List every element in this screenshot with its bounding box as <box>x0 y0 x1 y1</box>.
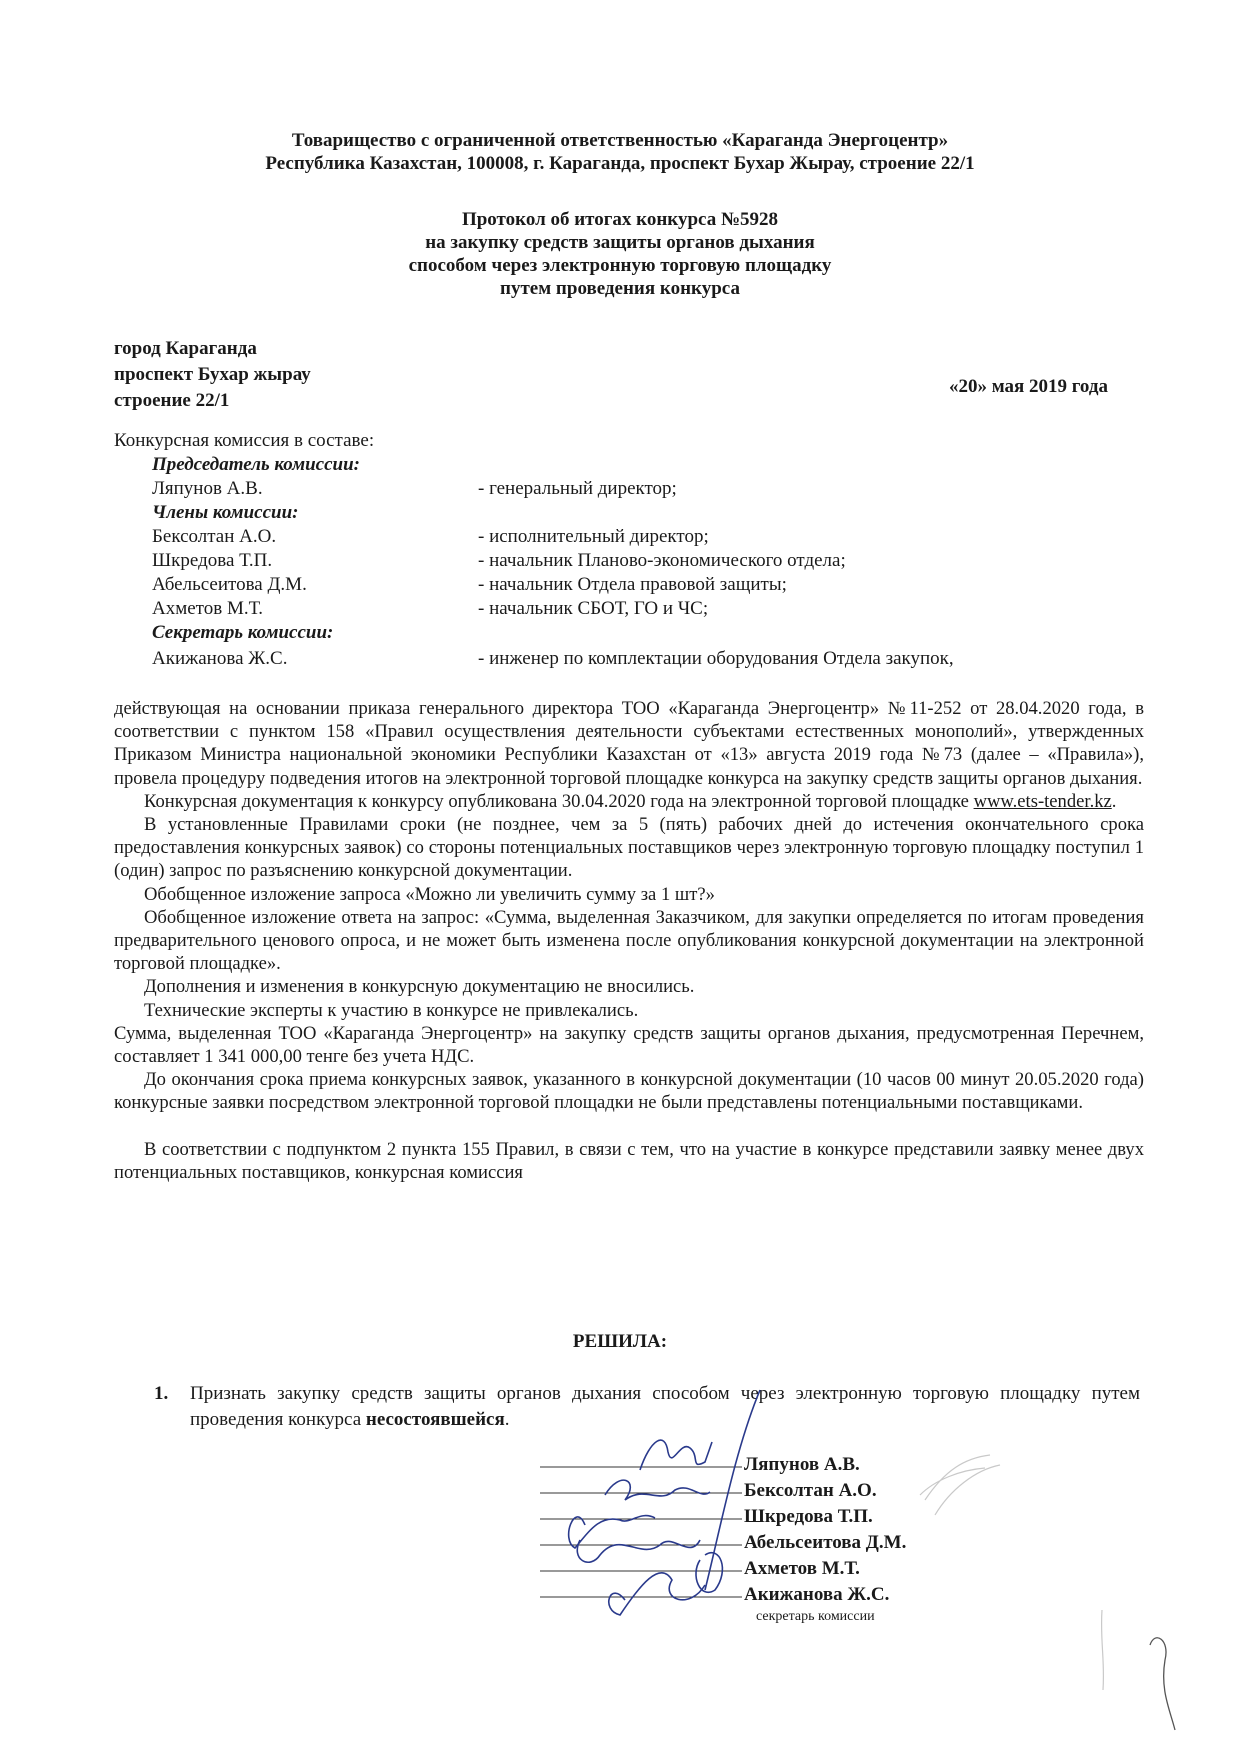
title-line: способом через электронную торговую площадку <box>408 255 832 276</box>
paragraph-end: . <box>1111 790 1117 812</box>
signer-name: Ляпунов А.В. <box>744 1454 860 1475</box>
building: строение 22/1 <box>114 390 230 411</box>
city: город Караганда <box>114 338 257 359</box>
paragraph: Обобщенное изложение ответа на запрос: «Сумма, выделенная Заказчиком, для закупки определяется по итогам проведения предварительного ценового опроса, и не может быть изменена после опубликования конкурсной документации на электронной торговой площадке». <box>114 906 1144 975</box>
signer-name: Ахметов М.Т. <box>744 1558 860 1579</box>
secretary-heading: Секретарь комиссии: <box>152 622 334 643</box>
member-role: - исполнительный директор; <box>478 526 709 547</box>
tender-site-link[interactable]: www.ets-tender.kz <box>973 790 1112 812</box>
signature-akhmetov <box>609 1573 705 1615</box>
secretary-note: секретарь комиссии <box>756 1609 875 1624</box>
signature-shkredova <box>569 1516 655 1548</box>
paragraph-text: Конкурсная документация к конкурсу опубликована 30.04.2020 года на электронной торговой площадке <box>144 790 974 812</box>
member-name: Шкредова Т.П. <box>152 550 273 571</box>
chair-heading: Председатель комиссии: <box>152 454 360 475</box>
protocol-date: «20» мая 2019 года <box>948 376 1108 397</box>
member-role: - генеральный директор; <box>478 478 677 499</box>
members-heading: Члены комиссии: <box>152 502 299 523</box>
signature-lines <box>540 1467 742 1597</box>
signer-name: Бексолтан А.О. <box>744 1480 877 1501</box>
paragraph: Дополнения и изменения в конкурсную документацию не вносились. <box>144 976 695 998</box>
member-name: Абельсеитова Д.М. <box>152 574 307 595</box>
paragraph: Технические эксперты к участию в конкурсе не привлекались. <box>144 999 639 1021</box>
paragraph: В соответствии с подпунктом 2 пункта 155 Правил, в связи с тем, что на участие в конкурсе представили заявку менее двух потенциальных поставщиков, конкурсная комиссия <box>114 1138 1144 1183</box>
decision-heading: РЕШИЛА: <box>572 1331 668 1352</box>
street: проспект Бухар жырау <box>114 364 311 385</box>
paragraph: Обобщенное изложение запроса «Можно ли увеличить сумму за 1 шт?» <box>144 883 715 905</box>
member-role: - инженер по комплектации оборудования Отдела закупок, <box>478 648 954 669</box>
title-line: на закупку средств защиты органов дыхания <box>425 232 815 253</box>
item-text-main: Признать закупку средств защиты органов дыхания способом через электронную торговую площадку путем проведения конкурса <box>190 1383 1140 1430</box>
item-number: 1. <box>154 1383 169 1404</box>
member-role: - начальник Отдела правовой защиты; <box>478 574 787 595</box>
signer-name: Абельсеитова Д.М. <box>744 1532 907 1553</box>
member-name: Акижанова Ж.С. <box>152 648 288 669</box>
member-name: Ляпунов А.В. <box>152 478 263 499</box>
paragraph: В установленные Правилами сроки (не позднее, чем за 5 (пять) рабочих дней до истечения окончательного срока предоставления конкурсных заявок) со стороны потенциальных поставщиков через электронную торговую площадку поступил 1 (один) запрос по разъяснению конкурсной документации. <box>114 814 1144 882</box>
paragraph: Сумма, выделенная ТОО «Караганда Энергоцентр» на закупку средств защиты органов дыхания, предусмотренная Перечнем, составляет 1 341 000,00 тенге без учета НДС. <box>114 1022 1144 1068</box>
handwritten-signatures <box>569 1390 760 1615</box>
member-name: Ахметов М.Т. <box>152 598 264 619</box>
member-role: - начальник СБОТ, ГО и ЧС; <box>478 598 709 619</box>
signers-list <box>744 1452 906 1626</box>
member-name: Бексолтан А.О. <box>152 526 277 547</box>
item-text-end: . <box>504 1409 510 1430</box>
item-text-bold: несостоявшейся <box>365 1409 505 1430</box>
signature-lyapunov <box>640 1440 712 1470</box>
signature-beksoltan <box>605 1480 710 1500</box>
title-line: Протокол об итогах конкурса №5928 <box>461 209 779 230</box>
org-name: Товарищество с ограниченной ответственностью «Караганда Энергоцентр» <box>291 130 949 151</box>
signer-name: Шкредова Т.П. <box>744 1506 873 1527</box>
commission-intro: Конкурсная комиссия в составе: <box>114 430 375 451</box>
title-line: путем проведения конкурса <box>500 278 740 299</box>
org-address: Республика Казахстан, 100008, г. Караганда, проспект Бухар Жырау, строение 22/1 <box>265 153 975 174</box>
signature-abelseitova <box>577 1540 700 1562</box>
paragraph: До окончания срока приема конкурсных заявок, указанного в конкурсной документации (10 часов 00 минут 20.05.2020 года) конкурсные заявки посредством электронной торговой площадки не были представлены потенциальными поставщиками. <box>114 1069 1144 1114</box>
member-role: - начальник Планово-экономического отдела; <box>478 550 846 571</box>
paragraph: действующая на основании приказа генерального директора ТОО «Караганда Энергоцентр» №11-252 от 28.04.2020 года, в соответствии с пунктом 158 «Правил осуществления деятельности субъектами естественных монополий», утвержденных Приказом Министра национальной экономики Республики Казахстан от «13» августа 2019 года №73 (далее – «Правила»), провела процедуру подведения итогов на электронной торговой площадке конкурса на закупку средств защиты органов дыхания. <box>114 698 1144 789</box>
faint-marks <box>920 1455 1175 1730</box>
signer-name: Акижанова Ж.С. <box>744 1584 890 1605</box>
